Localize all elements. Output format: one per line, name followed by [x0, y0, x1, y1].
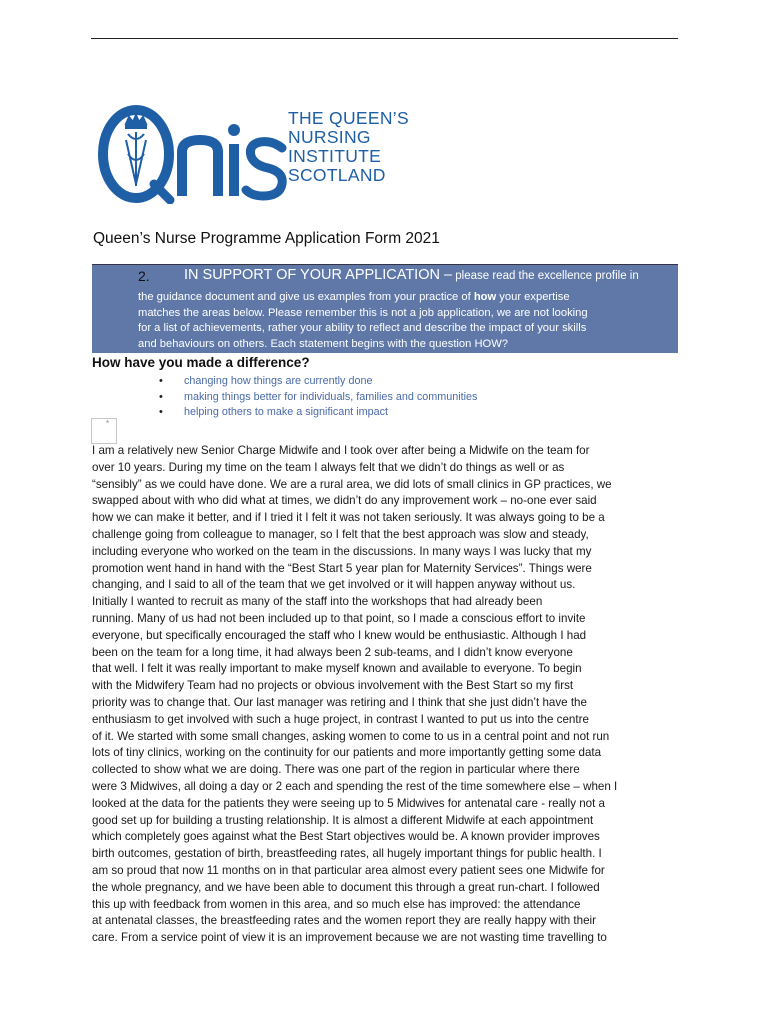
- section-banner: [92, 264, 678, 353]
- answer-line: birth outcomes, gestation of birth, breastfeeding rates, all hugely important things for public health. I: [92, 847, 602, 861]
- section-heading: [184, 267, 639, 283]
- logo-line-3: INSTITUTE: [288, 146, 382, 166]
- instruction-line: matches the areas below. Please remember this is not a job application, we are not looking: [138, 306, 588, 319]
- answer-line: Initially I wanted to recruit as many of the staff into the workshops that had already been: [92, 595, 543, 609]
- criteria-item: • helping others to make a significant impact: [150, 405, 477, 421]
- instruction-line: and behaviours on others. Each statement begins with the question HOW?: [138, 337, 509, 350]
- instruction-bold-how: how: [473, 291, 497, 303]
- section-heading-tail: please read the excellence profile in: [452, 270, 639, 282]
- section-number: 2.: [138, 268, 150, 284]
- answer-line: changing, and I said to all of the team that we get involved or it will happen anyway without us.: [92, 578, 576, 592]
- section-heading-main: IN SUPPORT OF YOUR APPLICATION –: [184, 267, 453, 283]
- answer-line: swapped about with who did what at times, we didn’t do any improvement work – no-one ever said: [92, 494, 597, 508]
- answer-line: lots of tiny clinics, working on the continuity for our patients and more importantly getting some data: [92, 746, 602, 760]
- answer-line: running. Many of us had not been included up to that point, so I made a conscious effort to invite: [92, 611, 586, 625]
- answer-line: that well. I felt it was really important to make myself known and available to everyone. To begin: [92, 662, 582, 676]
- answer-line: priority was to change that. Our last manager was retiring and I think that she just didn’t have the: [92, 695, 587, 709]
- answer-line: including everyone who worked on the team in the discussions. In many ways I was lucky that my: [92, 544, 592, 558]
- answer-line: looked at the data for the patients they were seeing up to 5 Midwives for antenatal care - really not a: [92, 796, 606, 810]
- answer-line: of it. We started with some small changes, asking women to come to us in a central point and not run: [92, 729, 610, 743]
- answer-line: challenge going from colleague to manager, so I felt that the best approach was slow and steady,: [92, 527, 589, 541]
- answer-line: over 10 years. During my time on the team I always felt that we didn’t do things as well or as: [92, 460, 565, 474]
- instruction-line: for a list of achievements, rather your ability to reflect and describe the impact of your skills: [138, 322, 587, 334]
- criteria-list: [150, 374, 477, 421]
- answer-line: collected to show what we are doing. There was one part of the region in particular where there: [92, 763, 580, 777]
- answer-line: how we can make it better, and if I tried it I felt it was not taken seriously. It was always going to be a: [92, 511, 605, 525]
- logo-line-2: NURSING: [288, 127, 371, 147]
- answer-line: “sensibly” as we could have done. We are a rural area, we did lots of small clinics in GP practices, we: [92, 477, 612, 491]
- question-heading: How have you made a difference?: [92, 355, 310, 370]
- answer-text[interactable]: [92, 443, 676, 947]
- answer-checkbox[interactable]: [91, 418, 117, 444]
- instruction-line-2-post: your expertise: [496, 291, 570, 303]
- answer-line: been on the team for a long time, it had always been 2 sub-teams, and I didn’t know everyone: [92, 645, 573, 659]
- form-title: Queen’s Nurse Programme Application Form 2021: [93, 230, 440, 247]
- answer-line: I am a relatively new Senior Charge Midwife and I took over after being a Midwife on the team for: [92, 444, 590, 457]
- logo-wordmark: [288, 109, 409, 185]
- answer-line: the whole pregnancy, and we have been able to document this through a great run-chart. I followed: [92, 880, 600, 894]
- answer-line: good set up for building a trusting relationship. It is almost a different Midwife at each appointment: [92, 813, 594, 827]
- logo-line-1: THE QUEEN’S: [288, 108, 409, 128]
- answer-line: enthusiasm to get involved with such a huge project, in contrast I wanted to put us into the centre: [92, 712, 589, 726]
- required-mark: *: [106, 419, 110, 428]
- criteria-item: • making things better for individuals, families and communities: [150, 390, 477, 406]
- answer-line: at antenatal classes, the breastfeeding rates and the women report they are really happy with their: [92, 914, 596, 928]
- logo-line-4: SCOTLAND: [288, 165, 386, 185]
- instruction-line-2-pre: the guidance document and give us examples from your practice of: [138, 291, 474, 303]
- section-instructions: [138, 290, 588, 352]
- answer-line: everyone, but specifically encouraged the staff who I knew would be enthusiastic. Although I had: [92, 628, 587, 642]
- answer-line: this up with feedback from women in this area, and so much else has improved: the attendance: [92, 897, 581, 911]
- instruction-line: [138, 290, 588, 306]
- answer-line: which completely goes against what the Best Start objectives would be. A known provider improves: [92, 830, 600, 844]
- answer-line: were 3 Midwives, all doing a day or 2 each and spending the rest of the time somewhere else – when I: [92, 779, 618, 793]
- answer-line: with the Midwifery Team had no projects or obvious involvement with the Best Start so my first: [92, 679, 574, 693]
- criteria-item: • changing how things are currently done: [150, 374, 477, 390]
- answer-line: care. From a service point of view it is an improvement because we are not wasting time travelling to: [92, 931, 607, 945]
- answer-line: promotion went hand in hand with the “Best Start 5 year plan for Maternity Services”. Things were: [92, 561, 592, 575]
- top-rule: [91, 38, 678, 39]
- answer-line: am so proud that now 11 months on in that particular area almost every patient sees one Midwife for: [92, 863, 605, 877]
